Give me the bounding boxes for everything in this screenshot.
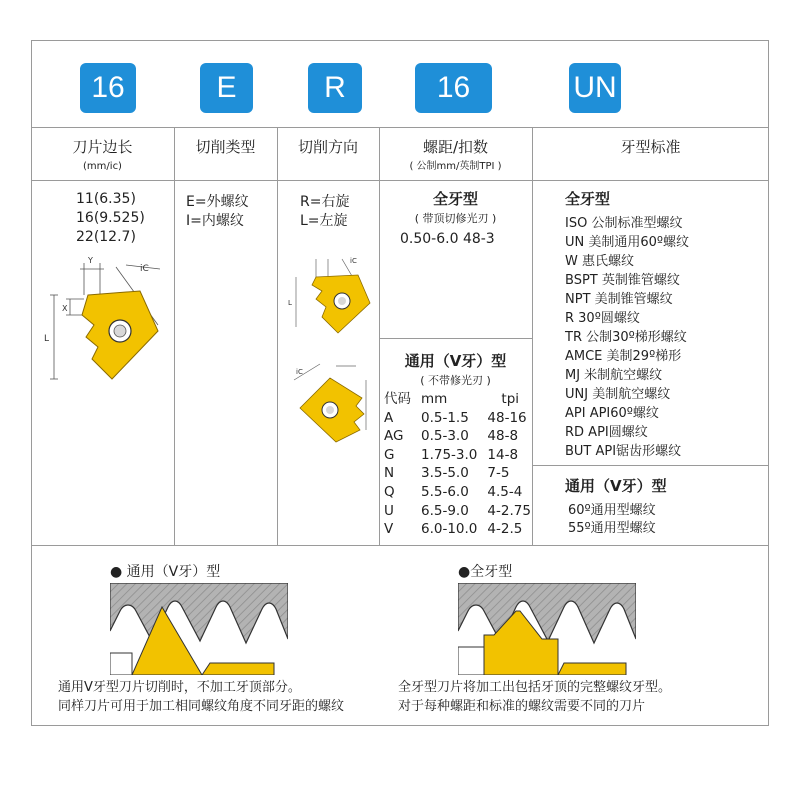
standard-item: UN 美制通用60º螺纹 xyxy=(565,235,690,250)
table-row xyxy=(384,409,541,428)
standard-item: W 惠氏螺纹 xyxy=(565,254,634,269)
standards-v-title: 通用（V牙）型 xyxy=(565,477,667,495)
description-line: 全牙型刀片将加工出包括牙顶的完整螺纹牙型。 xyxy=(398,680,672,695)
cut-type-item: I=内螺纹 xyxy=(186,213,244,229)
table-header-row xyxy=(384,390,541,409)
table-cell: 0.5-1.5 xyxy=(421,409,469,426)
table-cell: 4.5-4 xyxy=(487,483,523,500)
divider xyxy=(31,180,769,181)
standard-item: TR 公制30º梯形螺纹 xyxy=(565,330,687,345)
table-cell: 1.75-3.0 xyxy=(421,446,478,463)
standards-v-list xyxy=(568,502,656,538)
table-cell: 3.5-5.0 xyxy=(421,465,469,482)
table-cell: 14-8 xyxy=(487,446,519,463)
v-profile-description xyxy=(58,678,344,716)
table-row xyxy=(384,520,541,539)
code-badge-type: E xyxy=(200,63,253,113)
table-cell: 0.5-3.0 xyxy=(421,428,469,445)
full-profile-title: 全牙型 xyxy=(432,190,478,208)
dim-label-l: L xyxy=(44,334,50,344)
pitch-code-table xyxy=(384,390,541,539)
table-cell: Q xyxy=(384,483,395,500)
divider xyxy=(31,545,769,546)
size-item: 11(6.35) xyxy=(76,191,136,207)
table-cell: 4-2.5 xyxy=(487,521,523,538)
table-cell: A xyxy=(384,409,394,426)
table-row xyxy=(384,483,541,502)
description-line: 通用V牙型刀片切削时，不加工牙顶部分。 xyxy=(58,680,301,695)
header-label: 螺距/扣数 xyxy=(422,138,489,156)
table-row xyxy=(384,502,541,521)
direction-item: L=左旋 xyxy=(300,213,348,229)
standard-item: UNJ 美制航空螺纹 xyxy=(565,387,671,402)
table-row xyxy=(384,427,541,446)
standards-full-title: 全牙型 xyxy=(565,190,611,208)
code-badge-standard: UN xyxy=(569,63,621,113)
insert-dimension-drawing xyxy=(40,255,170,390)
left-hand-insert-drawing xyxy=(290,360,376,445)
standard-item: MJ 米制航空螺纹 xyxy=(565,368,663,383)
dim-label-ic: iC xyxy=(350,257,357,265)
divider xyxy=(277,127,278,545)
standard-item: BUT API锯齿形螺纹 xyxy=(565,444,682,459)
table-row xyxy=(384,446,541,465)
code-badge-direction: R xyxy=(308,63,362,113)
code-badge-pitch: 16 xyxy=(415,63,492,113)
table-cell: V xyxy=(384,521,394,538)
header-sublabel: (mm/ic) xyxy=(83,161,122,172)
header-label: 切削方向 xyxy=(297,138,358,156)
full-profile-illustration xyxy=(458,583,636,675)
standard-item: RD API圆螺纹 xyxy=(565,425,648,440)
code-badge-size: 16 xyxy=(80,63,136,113)
header-pitch xyxy=(379,138,532,176)
dim-label-y: Y xyxy=(88,256,93,265)
cut-type-list xyxy=(186,193,249,231)
standard-item: API API60º螺纹 xyxy=(565,406,659,421)
column-header: tpi xyxy=(501,391,520,407)
table-cell: 5.5-6.0 xyxy=(421,483,469,500)
column-header: 代码 xyxy=(384,391,411,407)
v-profile-illustration xyxy=(110,583,288,675)
standard-item: R 30º圆螺纹 xyxy=(565,311,640,326)
direction-item: R=右旋 xyxy=(300,194,350,210)
cut-type-item: E=外螺纹 xyxy=(186,194,249,210)
table-cell: U xyxy=(384,502,394,519)
standards-full-list xyxy=(565,214,689,461)
header-label: 刀片边长 xyxy=(72,138,133,156)
direction-list xyxy=(300,193,349,231)
header-cut-type xyxy=(174,138,277,156)
full-profile-description xyxy=(398,678,671,716)
divider xyxy=(379,338,532,339)
divider xyxy=(174,127,175,545)
standard-item: 60º通用型螺纹 xyxy=(568,503,656,518)
standard-item: 55º通用型螺纹 xyxy=(568,521,656,536)
table-cell: 7-5 xyxy=(487,465,510,482)
table-cell: 6.5-9.0 xyxy=(421,502,469,519)
full-profile-sub: ( 带顶切修光刃 ) xyxy=(414,212,497,225)
full-profile-range: 0.50-6.0 48-3 xyxy=(400,231,495,247)
size-item: 22(12.7) xyxy=(76,229,136,245)
standard-item: AMCE 美制29º梯形 xyxy=(565,349,682,364)
dim-label-x: X xyxy=(62,304,68,313)
header-cut-direction xyxy=(277,138,379,156)
header-label: 切削类型 xyxy=(195,138,256,156)
size-item: 16(9.525) xyxy=(76,210,145,226)
header-sublabel: ( 公制mm/英制TPI ) xyxy=(409,161,502,172)
right-hand-insert-drawing xyxy=(286,255,376,340)
table-cell: 48-8 xyxy=(487,428,519,445)
table-cell: 6.0-10.0 xyxy=(421,521,478,538)
header-edge-length xyxy=(31,138,174,176)
table-cell: AG xyxy=(384,428,404,445)
table-cell: 48-16 xyxy=(487,409,527,426)
column-header: mm xyxy=(421,391,448,407)
full-profile-caption-title: ●全牙型 xyxy=(458,564,513,580)
standard-item: ISO 公制标准型螺纹 xyxy=(565,216,683,231)
dim-label-ic: iC xyxy=(296,368,303,376)
standard-item: BSPT 英制锥管螺纹 xyxy=(565,273,680,288)
size-list xyxy=(76,190,145,247)
description-line: 对于每种螺距和标准的螺纹需要不同的刀片 xyxy=(398,699,646,714)
description-line: 同样刀片可用于加工相同螺纹角度不同牙距的螺纹 xyxy=(58,699,345,714)
divider xyxy=(532,465,769,466)
standard-item: NPT 美制锥管螺纹 xyxy=(565,292,673,307)
table-row xyxy=(384,464,541,483)
dim-label-ic: iC xyxy=(140,264,149,274)
table-cell: N xyxy=(384,465,395,482)
table-cell: G xyxy=(384,446,395,463)
dim-label-l: L xyxy=(288,299,292,307)
table-cell: 4-2.75 xyxy=(487,502,531,519)
v-profile-sub: ( 不带修光刃 ) xyxy=(420,374,491,387)
v-profile-title: 通用（V牙）型 xyxy=(404,352,507,370)
header-profile-standard xyxy=(532,138,769,156)
header-label: 牙型标准 xyxy=(620,138,681,156)
v-profile-caption-title: ● 通用（V牙）型 xyxy=(110,564,221,580)
divider xyxy=(31,127,769,128)
